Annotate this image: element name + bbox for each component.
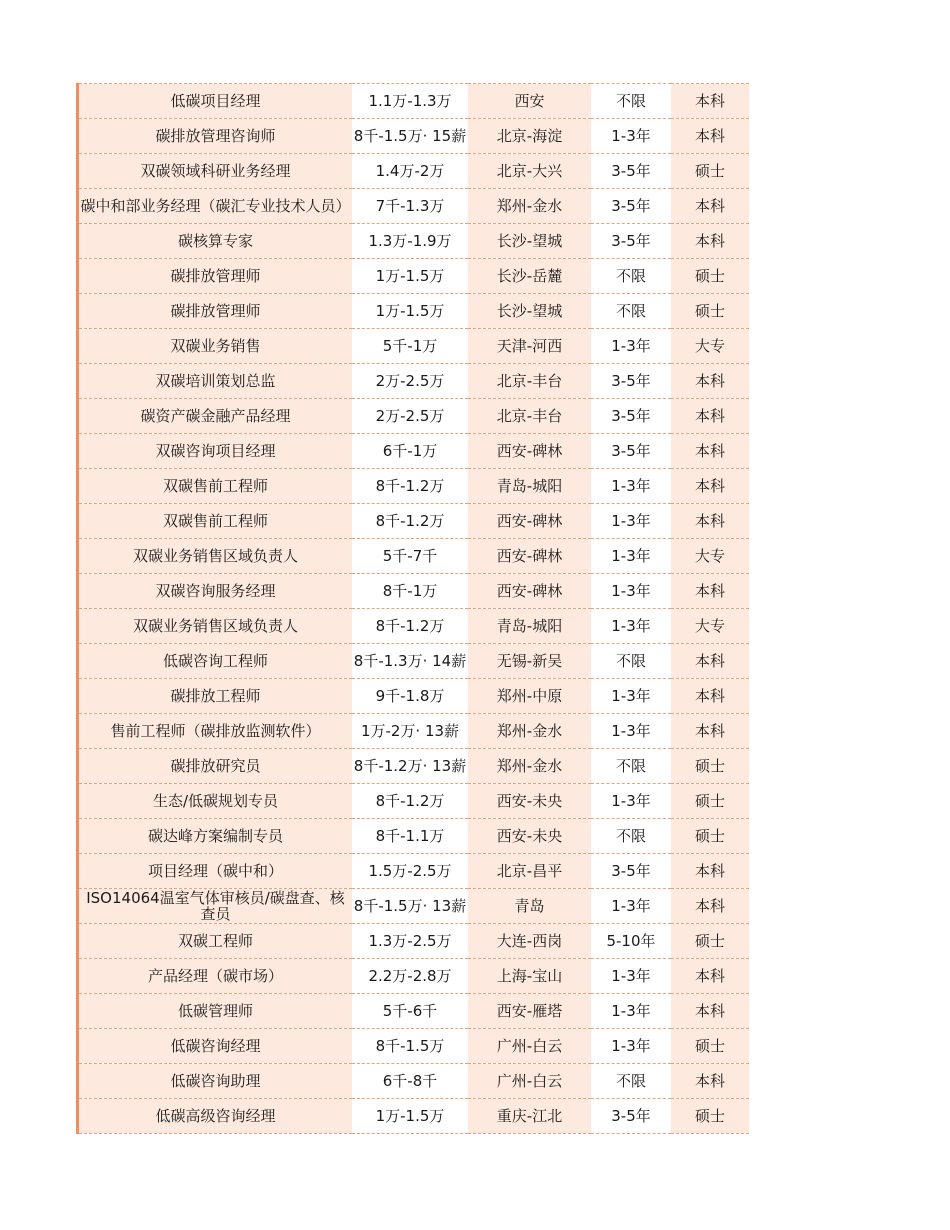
table-row: [79, 609, 749, 644]
table-row: [79, 504, 749, 539]
job-title-cell: 双碳售前工程师: [79, 504, 352, 539]
education-cell: 本科: [671, 84, 749, 119]
job-title-cell: 低碳管理师: [79, 994, 352, 1029]
table-row: [79, 224, 749, 259]
location-cell: 西安-未央: [468, 784, 591, 819]
experience-cell: 1-3年: [591, 539, 671, 574]
job-title-cell: 碳排放研究员: [79, 749, 352, 784]
location-cell: 郑州-金水: [468, 749, 591, 784]
job-title-cell: 双碳咨询项目经理: [79, 434, 352, 469]
education-cell: 硕士: [671, 924, 749, 959]
job-title-cell: 碳排放管理咨询师: [79, 119, 352, 154]
experience-cell: 3-5年: [591, 1099, 671, 1134]
experience-cell: 不限: [591, 84, 671, 119]
table-row: [79, 924, 749, 959]
education-cell: 本科: [671, 119, 749, 154]
education-cell: 本科: [671, 224, 749, 259]
education-cell: 本科: [671, 574, 749, 609]
salary-cell: 1万-1.5万: [352, 294, 468, 329]
education-cell: 大专: [671, 609, 749, 644]
job-title-cell: 双碳领域科研业务经理: [79, 154, 352, 189]
location-cell: 北京-昌平: [468, 854, 591, 889]
job-title-cell: 碳核算专家: [79, 224, 352, 259]
location-cell: 西安-碑林: [468, 539, 591, 574]
experience-cell: 1-3年: [591, 959, 671, 994]
experience-cell: 3-5年: [591, 224, 671, 259]
salary-cell: 8千-1万: [352, 574, 468, 609]
education-cell: 本科: [671, 994, 749, 1029]
job-title-cell: 碳排放管理师: [79, 294, 352, 329]
table-row: [79, 399, 749, 434]
experience-cell: 1-3年: [591, 1029, 671, 1064]
salary-cell: 8千-1.2万: [352, 469, 468, 504]
experience-cell: 3-5年: [591, 434, 671, 469]
salary-cell: 1万-2万· 13薪: [352, 714, 468, 749]
job-title-cell: 双碳业务销售区域负责人: [79, 609, 352, 644]
location-cell: 西安-碑林: [468, 574, 591, 609]
location-cell: 上海-宝山: [468, 959, 591, 994]
table-row: [79, 889, 749, 924]
job-title-cell: 碳排放管理师: [79, 259, 352, 294]
experience-cell: 1-3年: [591, 469, 671, 504]
location-cell: 长沙-望城: [468, 224, 591, 259]
salary-cell: 1.3万-2.5万: [352, 924, 468, 959]
location-cell: 无锡-新吴: [468, 644, 591, 679]
job-title-cell: 生态/低碳规划专员: [79, 784, 352, 819]
table-row: [79, 994, 749, 1029]
salary-cell: 9千-1.8万: [352, 679, 468, 714]
salary-cell: 8千-1.3万· 14薪: [352, 644, 468, 679]
experience-cell: 1-3年: [591, 504, 671, 539]
education-cell: 本科: [671, 434, 749, 469]
table-row: [79, 84, 749, 119]
job-title-cell: 双碳培训策划总监: [79, 364, 352, 399]
education-cell: 本科: [671, 1064, 749, 1099]
table-row: [79, 749, 749, 784]
experience-cell: 不限: [591, 1064, 671, 1099]
education-cell: 本科: [671, 189, 749, 224]
job-title-cell: 双碳咨询服务经理: [79, 574, 352, 609]
salary-cell: 1.3万-1.9万: [352, 224, 468, 259]
location-cell: 青岛-城阳: [468, 609, 591, 644]
job-title-cell: ISO14064温室气体审核员/碳盘查、核查员: [79, 889, 352, 924]
salary-cell: 8千-1.1万: [352, 819, 468, 854]
table-row: [79, 294, 749, 329]
job-title-cell: 双碳工程师: [79, 924, 352, 959]
location-cell: 广州-白云: [468, 1029, 591, 1064]
table-row: [79, 469, 749, 504]
table-row: [79, 644, 749, 679]
table-row: [79, 1029, 749, 1064]
table-row: [79, 854, 749, 889]
table-row: [79, 259, 749, 294]
salary-cell: 1万-1.5万: [352, 259, 468, 294]
table-row: [79, 119, 749, 154]
salary-cell: 8千-1.5万· 13薪: [352, 889, 468, 924]
location-cell: 重庆-江北: [468, 1099, 591, 1134]
salary-cell: 8千-1.5万: [352, 1029, 468, 1064]
experience-cell: 1-3年: [591, 784, 671, 819]
experience-cell: 1-3年: [591, 994, 671, 1029]
education-cell: 硕士: [671, 749, 749, 784]
salary-cell: 6千-8千: [352, 1064, 468, 1099]
education-cell: 大专: [671, 539, 749, 574]
salary-cell: 8千-1.2万: [352, 504, 468, 539]
education-cell: 本科: [671, 959, 749, 994]
education-cell: 大专: [671, 329, 749, 364]
table-body: [79, 84, 749, 1134]
salary-cell: 8千-1.2万: [352, 609, 468, 644]
location-cell: 郑州-金水: [468, 189, 591, 224]
salary-cell: 5千-7千: [352, 539, 468, 574]
job-title-cell: 低碳咨询助理: [79, 1064, 352, 1099]
table-row: [79, 364, 749, 399]
experience-cell: 1-3年: [591, 889, 671, 924]
location-cell: 青岛: [468, 889, 591, 924]
job-title-cell: 双碳业务销售区域负责人: [79, 539, 352, 574]
education-cell: 本科: [671, 854, 749, 889]
table-row: [79, 154, 749, 189]
job-title-cell: 低碳高级咨询经理: [79, 1099, 352, 1134]
table-row: [79, 714, 749, 749]
salary-cell: 5千-1万: [352, 329, 468, 364]
table-row: [79, 784, 749, 819]
salary-cell: 1万-1.5万: [352, 1099, 468, 1134]
table-row: [79, 574, 749, 609]
table-row: [79, 679, 749, 714]
education-cell: 本科: [671, 504, 749, 539]
experience-cell: 1-3年: [591, 609, 671, 644]
salary-cell: 1.4万-2万: [352, 154, 468, 189]
salary-cell: 2万-2.5万: [352, 364, 468, 399]
experience-cell: 3-5年: [591, 399, 671, 434]
education-cell: 本科: [671, 399, 749, 434]
experience-cell: 1-3年: [591, 329, 671, 364]
salary-cell: 2.2万-2.8万: [352, 959, 468, 994]
education-cell: 本科: [671, 364, 749, 399]
location-cell: 西安-未央: [468, 819, 591, 854]
experience-cell: 不限: [591, 819, 671, 854]
location-cell: 西安-碑林: [468, 434, 591, 469]
location-cell: 西安-雁塔: [468, 994, 591, 1029]
job-title-cell: 碳资产碳金融产品经理: [79, 399, 352, 434]
education-cell: 本科: [671, 679, 749, 714]
table-row: [79, 1099, 749, 1134]
education-cell: 本科: [671, 644, 749, 679]
table-row: [79, 434, 749, 469]
experience-cell: 3-5年: [591, 364, 671, 399]
experience-cell: 1-3年: [591, 119, 671, 154]
job-title-cell: 碳排放工程师: [79, 679, 352, 714]
location-cell: 长沙-望城: [468, 294, 591, 329]
salary-cell: 5千-6千: [352, 994, 468, 1029]
education-cell: 本科: [671, 714, 749, 749]
salary-cell: 6千-1万: [352, 434, 468, 469]
table-row: [79, 1064, 749, 1099]
location-cell: 郑州-金水: [468, 714, 591, 749]
table-row: [79, 329, 749, 364]
experience-cell: 不限: [591, 294, 671, 329]
location-cell: 北京-丰台: [468, 399, 591, 434]
education-cell: 硕士: [671, 294, 749, 329]
salary-cell: 1.5万-2.5万: [352, 854, 468, 889]
job-title-cell: 双碳售前工程师: [79, 469, 352, 504]
location-cell: 西安: [468, 84, 591, 119]
job-title-cell: 低碳项目经理: [79, 84, 352, 119]
salary-cell: 8千-1.2万· 13薪: [352, 749, 468, 784]
job-listing-table: [76, 83, 749, 1134]
job-title-cell: 双碳业务销售: [79, 329, 352, 364]
experience-cell: 5-10年: [591, 924, 671, 959]
table-row: [79, 959, 749, 994]
experience-cell: 1-3年: [591, 574, 671, 609]
location-cell: 北京-丰台: [468, 364, 591, 399]
education-cell: 硕士: [671, 259, 749, 294]
experience-cell: 3-5年: [591, 854, 671, 889]
job-title-cell: 碳达峰方案编制专员: [79, 819, 352, 854]
education-cell: 本科: [671, 889, 749, 924]
job-title-cell: 售前工程师（碳排放监测软件）: [79, 714, 352, 749]
education-cell: 硕士: [671, 1099, 749, 1134]
location-cell: 北京-大兴: [468, 154, 591, 189]
job-title-cell: 低碳咨询经理: [79, 1029, 352, 1064]
salary-cell: 8千-1.2万: [352, 784, 468, 819]
location-cell: 郑州-中原: [468, 679, 591, 714]
table-row: [79, 189, 749, 224]
salary-cell: 7千-1.3万: [352, 189, 468, 224]
salary-cell: 2万-2.5万: [352, 399, 468, 434]
experience-cell: 不限: [591, 749, 671, 784]
experience-cell: 不限: [591, 259, 671, 294]
education-cell: 硕士: [671, 784, 749, 819]
table-row: [79, 539, 749, 574]
experience-cell: 1-3年: [591, 714, 671, 749]
location-cell: 天津-河西: [468, 329, 591, 364]
experience-cell: 不限: [591, 644, 671, 679]
education-cell: 硕士: [671, 819, 749, 854]
education-cell: 硕士: [671, 1029, 749, 1064]
experience-cell: 3-5年: [591, 189, 671, 224]
experience-cell: 3-5年: [591, 154, 671, 189]
job-title-cell: 低碳咨询工程师: [79, 644, 352, 679]
location-cell: 大连-西岗: [468, 924, 591, 959]
salary-cell: 1.1万-1.3万: [352, 84, 468, 119]
location-cell: 西安-碑林: [468, 504, 591, 539]
job-title-cell: 碳中和部业务经理（碳汇专业技术人员）: [79, 189, 352, 224]
location-cell: 北京-海淀: [468, 119, 591, 154]
location-cell: 长沙-岳麓: [468, 259, 591, 294]
education-cell: 本科: [671, 469, 749, 504]
experience-cell: 1-3年: [591, 679, 671, 714]
salary-cell: 8千-1.5万· 15薪: [352, 119, 468, 154]
education-cell: 硕士: [671, 154, 749, 189]
job-title-cell: 项目经理（碳中和）: [79, 854, 352, 889]
job-title-cell: 产品经理（碳市场）: [79, 959, 352, 994]
table-row: [79, 819, 749, 854]
location-cell: 青岛-城阳: [468, 469, 591, 504]
location-cell: 广州-白云: [468, 1064, 591, 1099]
